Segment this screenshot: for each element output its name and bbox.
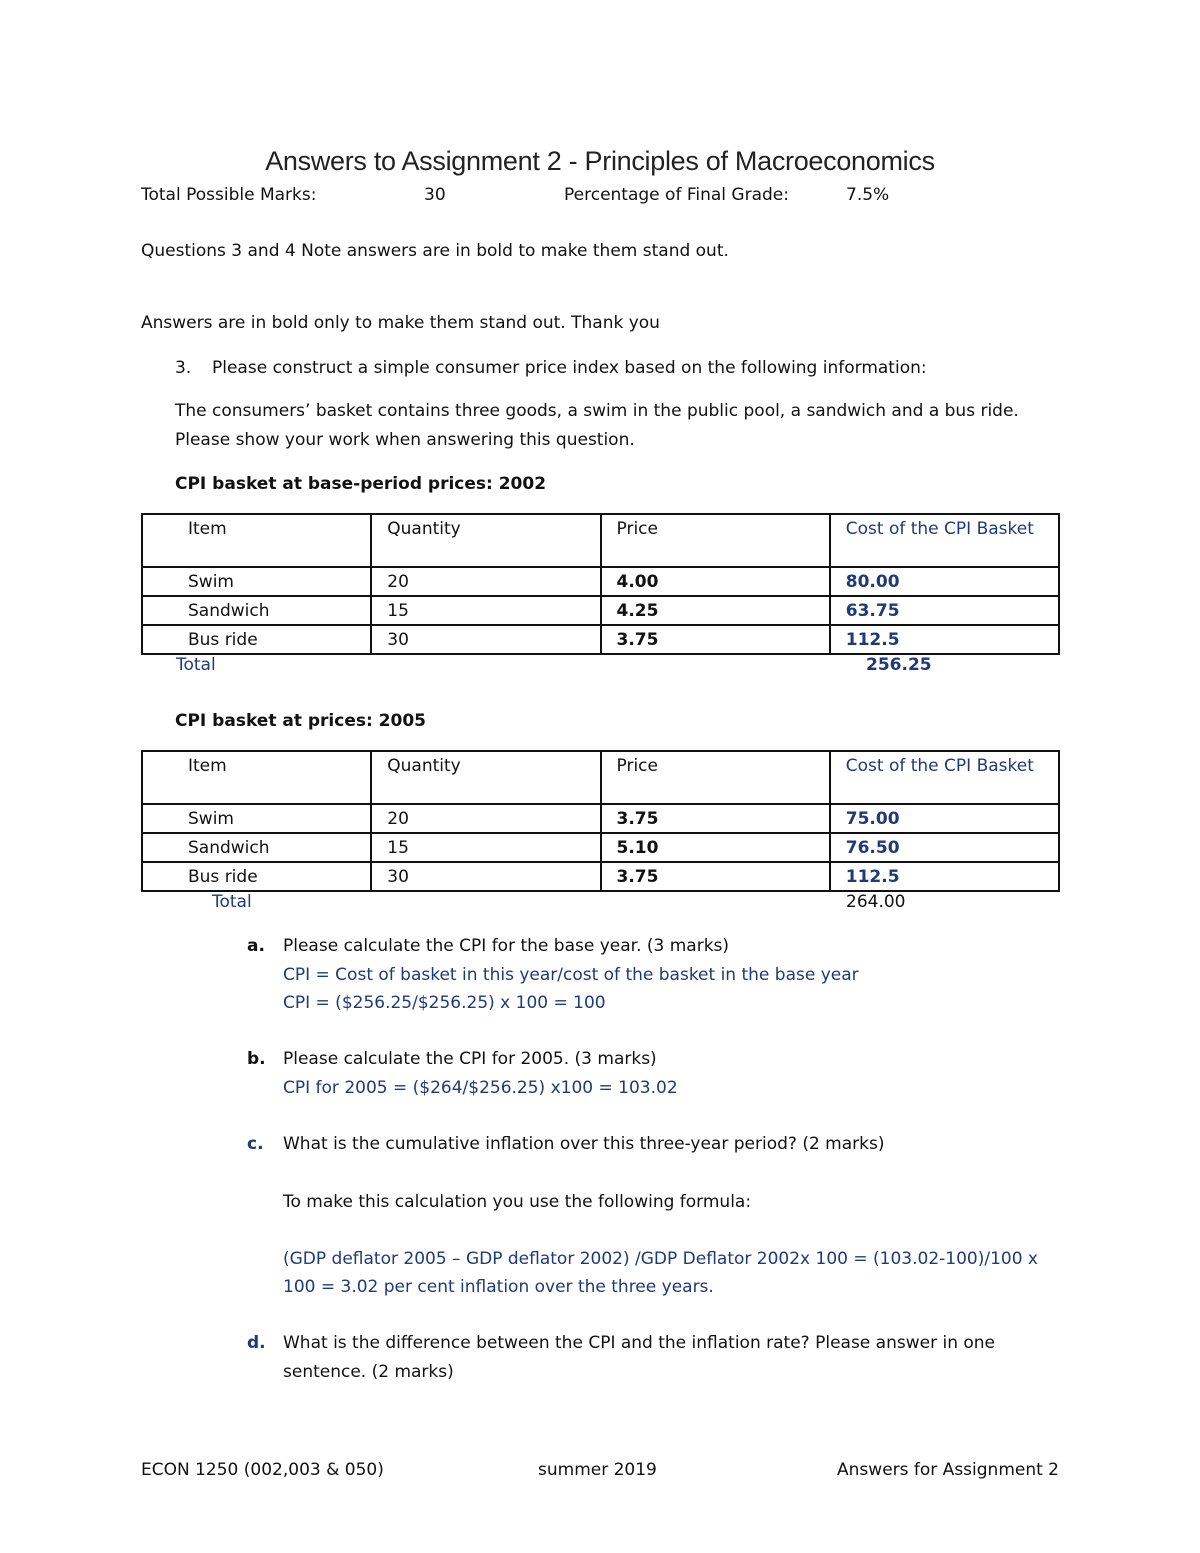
header-quantity: Quantity [371, 751, 600, 804]
question-c-answer-line-2: 100 = 3.02 per cent inflation over the three years. [283, 1277, 714, 1297]
table-header-row [142, 751, 1059, 804]
thank-you-note: Answers are in bold only to make them stand out. Thank you [141, 313, 660, 333]
table-2005-total-label: Total [212, 892, 252, 912]
page-title: Answers to Assignment 2 - Principles of Macroeconomics [265, 146, 935, 176]
quantity-cell: 15 [371, 833, 600, 862]
cost-cell: 80.00 [830, 567, 1059, 596]
question-c-text: What is the cumulative inflation over this three-year period? (2 marks) [283, 1134, 885, 1154]
footer-term: summer 2019 [538, 1460, 657, 1480]
table-row [142, 596, 1059, 625]
table-row [142, 625, 1059, 654]
cost-cell: 112.5 [830, 862, 1059, 891]
footer-course: ECON 1250 (002,003 & 050) [141, 1460, 384, 1480]
item-cell: Bus ride [142, 862, 371, 891]
question-d-text-line-1: What is the difference between the CPI and the inflation rate? Please answer in one [283, 1333, 996, 1353]
price-cell: 4.00 [601, 567, 830, 596]
grade-percentage-value: 7.5% [846, 185, 890, 205]
cpi-table-2005 [141, 750, 1060, 892]
basket-description: The consumers’ basket contains three goods, a swim in the public pool, a sandwich and a bus ride. [175, 401, 1019, 421]
quantity-cell: 15 [371, 596, 600, 625]
item-cell: Sandwich [142, 833, 371, 862]
question-a-letter: a. [247, 936, 265, 956]
cost-cell: 63.75 [830, 596, 1059, 625]
header-price: Price [601, 514, 830, 567]
table-row [142, 862, 1059, 891]
header-cost: Cost of the CPI Basket [830, 514, 1059, 567]
price-cell: 4.25 [601, 596, 830, 625]
bold-answers-note: Questions 3 and 4 Note answers are in bold to make them stand out. [141, 241, 729, 261]
cpi-table-2002 [141, 513, 1060, 655]
header-quantity: Quantity [371, 514, 600, 567]
quantity-cell: 20 [371, 567, 600, 596]
price-cell: 3.75 [601, 862, 830, 891]
table-2002-total-value: 256.25 [866, 655, 932, 675]
question-a-text: Please calculate the CPI for the base year. (3 marks) [283, 936, 730, 956]
item-cell: Swim [142, 804, 371, 833]
table-2005-caption: CPI basket at prices: 2005 [175, 711, 427, 731]
table-2005-total-value: 264.00 [846, 892, 906, 912]
cost-cell: 112.5 [830, 625, 1059, 654]
question-3-number: 3. [175, 358, 192, 378]
question-c-letter: c. [247, 1134, 264, 1154]
question-d-text-line-2: sentence. (2 marks) [283, 1362, 454, 1382]
total-marks-label: Total Possible Marks: [141, 185, 317, 205]
table-row [142, 567, 1059, 596]
quantity-cell: 30 [371, 862, 600, 891]
table-row [142, 804, 1059, 833]
price-cell: 3.75 [601, 804, 830, 833]
table-row [142, 833, 1059, 862]
header-price: Price [601, 751, 830, 804]
question-b-answer: CPI for 2005 = ($264/$256.25) x100 = 103.02 [283, 1078, 678, 1098]
quantity-cell: 30 [371, 625, 600, 654]
cost-cell: 75.00 [830, 804, 1059, 833]
item-cell: Swim [142, 567, 371, 596]
question-b-letter: b. [247, 1049, 266, 1069]
table-header-row [142, 514, 1059, 567]
total-marks-value: 30 [424, 185, 446, 205]
header-item: Item [142, 514, 371, 567]
cost-cell: 76.50 [830, 833, 1059, 862]
show-work-instruction: Please show your work when answering this question. [175, 430, 635, 450]
price-cell: 3.75 [601, 625, 830, 654]
header-item: Item [142, 751, 371, 804]
header-cost: Cost of the CPI Basket [830, 751, 1059, 804]
question-c-formula-intro: To make this calculation you use the following formula: [283, 1192, 752, 1212]
question-a-answer-formula: CPI = Cost of basket in this year/cost of the basket in the base year [283, 965, 859, 985]
table-2002-total-label: Total [176, 655, 216, 675]
question-d-letter: d. [247, 1333, 266, 1353]
table-2002-caption: CPI basket at base-period prices: 2002 [175, 474, 547, 494]
question-3-text: Please construct a simple consumer price index based on the following information: [212, 358, 927, 378]
price-cell: 5.10 [601, 833, 830, 862]
question-c-answer-line-1: (GDP deflator 2005 – GDP deflator 2002) /GDP Deflator 2002x 100 = (103.02-100)/100 x [283, 1249, 1038, 1269]
question-b-text: Please calculate the CPI for 2005. (3 marks) [283, 1049, 657, 1069]
item-cell: Bus ride [142, 625, 371, 654]
question-a-answer-calc: CPI = ($256.25/$256.25) x 100 = 100 [283, 993, 606, 1013]
grade-percentage-label: Percentage of Final Grade: [564, 185, 789, 205]
item-cell: Sandwich [142, 596, 371, 625]
quantity-cell: 20 [371, 804, 600, 833]
footer-document-title: Answers for Assignment 2 [837, 1460, 1059, 1480]
